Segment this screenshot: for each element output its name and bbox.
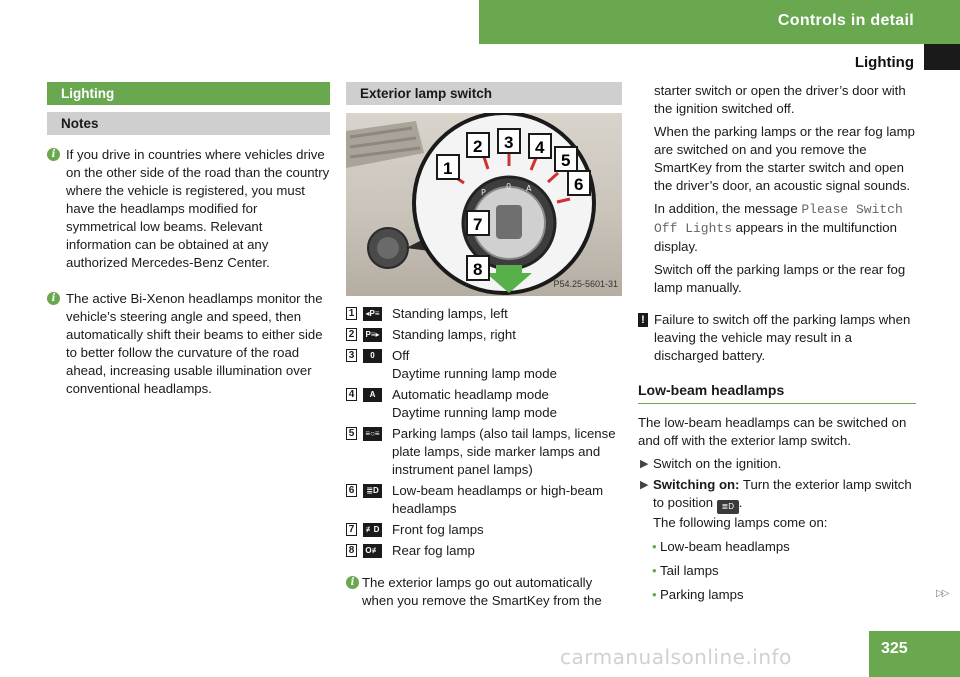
callout-3: 3 (504, 133, 514, 152)
lamp-description (392, 386, 622, 422)
paragraph: When the parking lamps or the rear fog lamp are switched on and you remove the SmartKey from the starter switch and open the driver’s door, an acoustic signal sounds. (654, 124, 915, 193)
lamp-description: Standing lamps, right (392, 327, 516, 342)
section-tab-marker (924, 44, 960, 70)
step-item (638, 476, 916, 532)
list-item (346, 482, 622, 518)
position-number: 2 (346, 328, 357, 341)
column-right (638, 82, 916, 604)
lamp-position-list (346, 305, 622, 560)
position-number: 5 (346, 427, 357, 440)
position-number: 7 (346, 523, 357, 536)
callout-6: 6 (574, 175, 584, 194)
paragraph (654, 200, 916, 256)
info-icon: i (47, 292, 60, 305)
position-number: 6 (346, 484, 357, 497)
watermark: carmanualsonline.info (560, 645, 792, 669)
callout-4: 4 (535, 138, 545, 157)
list-item (638, 538, 916, 556)
step-text: Turn the exterior lamp switch to position (653, 477, 912, 510)
rear-fog-lamp-icon: O≢ (363, 544, 382, 558)
info-note-3-text: The exterior lamps go out automatically when you remove the SmartKey from the (362, 575, 602, 608)
off-icon: 0 (363, 349, 382, 363)
callout-1: 1 (443, 159, 453, 178)
list-item (346, 305, 622, 323)
lighting-section-bar: Lighting (47, 82, 330, 105)
automatic-headlamp-icon: A (363, 388, 382, 402)
step-text: Switch on the ignition. (653, 456, 782, 471)
step-text-end: . (738, 495, 743, 510)
callout-2: 2 (473, 137, 483, 156)
exterior-lamp-switch-bar: Exterior lamp switch (346, 82, 622, 105)
paragraph: The low-beam headlamps can be switched on and off with the exterior lamp switch. (638, 415, 907, 448)
position-number: 1 (346, 307, 357, 320)
lamp-description-line2: Daytime running lamp mode (392, 405, 557, 420)
position-number: 3 (346, 349, 357, 362)
page-number: 325 (881, 640, 908, 657)
list-item (638, 586, 916, 604)
notes-bar: Notes (47, 112, 330, 135)
low-beam-icon: ≣D (717, 500, 739, 514)
lamp-description: Front fog lamps (392, 522, 484, 537)
callout-8: 8 (473, 260, 483, 279)
step-label: Switching on: (653, 477, 740, 492)
list-item-text: Tail lamps (660, 563, 719, 578)
dash-switch-knob (377, 237, 399, 259)
list-item (346, 542, 622, 560)
paragraph-text: In addition, the message (654, 201, 802, 216)
column-left (47, 82, 330, 398)
info-icon: i (346, 576, 359, 589)
parking-lamps-icon: ≡○≡ (363, 427, 382, 441)
bullet-dot: • (652, 539, 657, 554)
list-item (346, 326, 622, 344)
info-note-1-text: If you drive in countries where vehicles drive on the other side of the road than the country where the vehicle is registered, you must have the headlamps modified for symmetrical low beams. Relevant information can be obtained at any authorized Mercedes-Benz Center. (66, 147, 330, 270)
figure-code: P54.25-5601-31 (553, 279, 618, 289)
standing-lamps-left-icon: ◂P≡ (363, 307, 382, 321)
info-icon: i (47, 148, 60, 161)
bullet-dot: • (652, 563, 657, 578)
standing-lamps-right-icon: P≡▸ (363, 328, 382, 342)
low-beam-icon: ≣D (363, 484, 382, 498)
lamp-description-line1: Off (392, 348, 410, 363)
lamp-description: Rear fog lamp (392, 543, 475, 558)
info-continuation (638, 82, 916, 297)
lamp-description: Parking lamps (also tail lamps, license plate lamps, side marker lamps and instrument panel lamps) (392, 426, 616, 477)
list-item-text: Parking lamps (660, 587, 744, 602)
paragraph: starter switch or open the driver’s door with the ignition switched off. (654, 83, 906, 116)
list-item-text: Low-beam headlamps (660, 539, 790, 554)
position-number: 4 (346, 388, 357, 401)
info-note-2 (47, 290, 330, 398)
lamp-description (392, 347, 622, 383)
position-number: 8 (346, 544, 357, 557)
lamp-description-line2: Daytime running lamp mode (392, 366, 557, 381)
continued-arrow-icon: ▷▷ (936, 588, 948, 599)
lamp-description-line1: Automatic headlamp mode (392, 387, 549, 402)
warning-note (638, 311, 916, 365)
switch-label-a: A (526, 184, 532, 193)
switch-label-p: P (481, 188, 486, 197)
knob-grip (496, 205, 522, 239)
list-item (346, 347, 622, 383)
list-item (346, 521, 622, 539)
list-item (346, 425, 622, 479)
subsection-title: Lighting (854, 54, 914, 71)
bullet-dot: • (652, 587, 657, 602)
section-title: Controls in detail (777, 12, 914, 29)
list-item (346, 386, 622, 422)
info-note-2-text: The active Bi-Xenon headlamps monitor the vehicle’s steering angle and speed, then automatically shift their beams to either side to better follow the curvature of the road ahead, increasing usable illumination over conventional headlamps. (66, 291, 323, 396)
warning-icon: ! (638, 313, 648, 327)
step-item (638, 455, 916, 473)
info-note-3 (346, 574, 622, 610)
info-note-1 (47, 146, 330, 272)
callout-7: 7 (473, 215, 483, 234)
step-arrow-icon: ▶ (640, 458, 649, 470)
callout-5: 5 (561, 151, 571, 170)
paragraph: Switch off the parking lamps or the rear fog lamp manually. (654, 262, 906, 295)
lamp-description: Standing lamps, left (392, 306, 508, 321)
step-text-line2: The following lamps come on: (653, 515, 828, 530)
step-arrow-icon: ▶ (640, 479, 649, 491)
switch-label-0: 0 (506, 182, 512, 191)
low-beam-heading: Low-beam headlamps (638, 381, 916, 404)
lamp-description: Low-beam headlamps or high-beam headlamps (392, 483, 604, 516)
warning-text: Failure to switch off the parking lamps when leaving the vehicle may result in a discharged battery. (654, 312, 911, 363)
lamp-switch-figure (346, 113, 622, 296)
front-fog-lamp-icon: ≢D (363, 523, 382, 537)
lamp-switch-illustration (346, 113, 622, 296)
paragraph-text: appears in the multifunction display. (654, 220, 897, 254)
display-message: Please Switch Off Lights (654, 202, 903, 236)
column-middle (346, 82, 622, 610)
list-item (638, 562, 916, 580)
